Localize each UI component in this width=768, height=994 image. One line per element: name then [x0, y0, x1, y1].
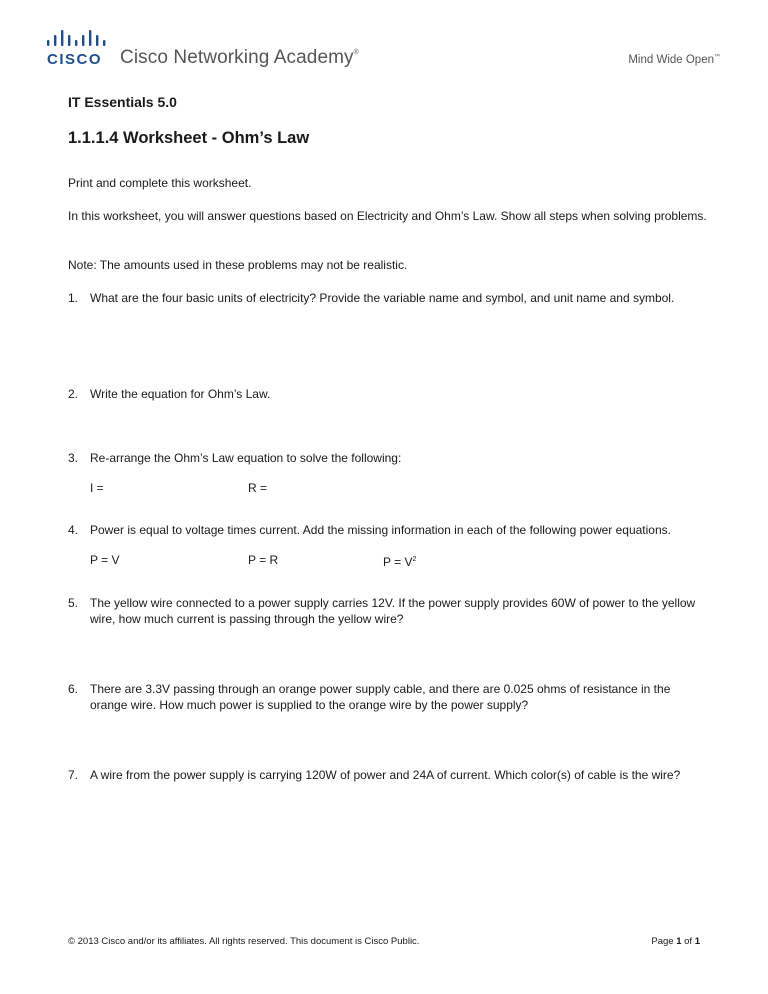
- question-text: A wire from the power supply is carrying 120W of power and 24A of current. Which color(s) of cable is the wire?: [90, 768, 681, 782]
- question-number: 3.: [68, 451, 79, 465]
- equation-solve-resistance: R =: [248, 481, 268, 495]
- course-heading: IT Essentials 5.0: [68, 94, 177, 110]
- power-equation-voltage: P = V: [90, 553, 120, 567]
- question-number: 7.: [68, 768, 79, 782]
- power-equation-resistance: P = R: [248, 553, 279, 567]
- question-text: Power is equal to voltage times current. Add the missing information in each of the following power equations.: [90, 523, 671, 537]
- page-footer: [68, 936, 700, 947]
- question-number: 4.: [68, 523, 79, 537]
- intro-note: Note: The amounts used in these problems may not be realistic.: [68, 258, 408, 272]
- page-title: 1.1.1.4 Worksheet - Ohm’s Law: [68, 129, 310, 147]
- question-text: Re-arrange the Ohm’s Law equation to solve the following:: [90, 451, 402, 465]
- cisco-logo-bars-icon: [46, 30, 114, 50]
- question-text: There are 3.3V passing through an orange power supply cable, and there are 0.025 ohms of resistance in the orange wire. How much power is supplied to the orange wire by the power supply?: [90, 682, 671, 712]
- tagline: Mind Wide Open™: [628, 54, 720, 66]
- cisco-logo-wordmark: CISCO: [47, 51, 103, 68]
- question-text: The yellow wire connected to a power supply carries 12V. If the power supply provides 60W of power to the yellow wire, how much current is passing through the yellow wire?: [90, 596, 696, 626]
- question-text: What are the four basic units of electricity? Provide the variable name and symbol, and unit name and symbol.: [90, 291, 675, 305]
- intro-print: Print and complete this worksheet.: [68, 176, 252, 190]
- question-number: 5.: [68, 596, 79, 610]
- question-number: 6.: [68, 682, 79, 696]
- intro-description: In this worksheet, you will answer questions based on Electricity and Ohm’s Law. Show all steps when solving problems.: [68, 209, 707, 223]
- academy-name: Cisco Networking Academy®: [120, 47, 359, 68]
- copyright-notice: © 2013 Cisco and/or its affiliates. All rights reserved. This document is Cisco Public.: [68, 936, 420, 947]
- question-number: 2.: [68, 387, 79, 401]
- equation-solve-current: I =: [90, 481, 104, 495]
- page-number: Page 1 of 1: [651, 936, 700, 947]
- question-text: Write the equation for Ohm’s Law.: [90, 387, 271, 401]
- power-equation-voltage-squared: $P = V^2$: [383, 555, 417, 569]
- page-header: [46, 30, 722, 74]
- question-number: 1.: [68, 291, 79, 305]
